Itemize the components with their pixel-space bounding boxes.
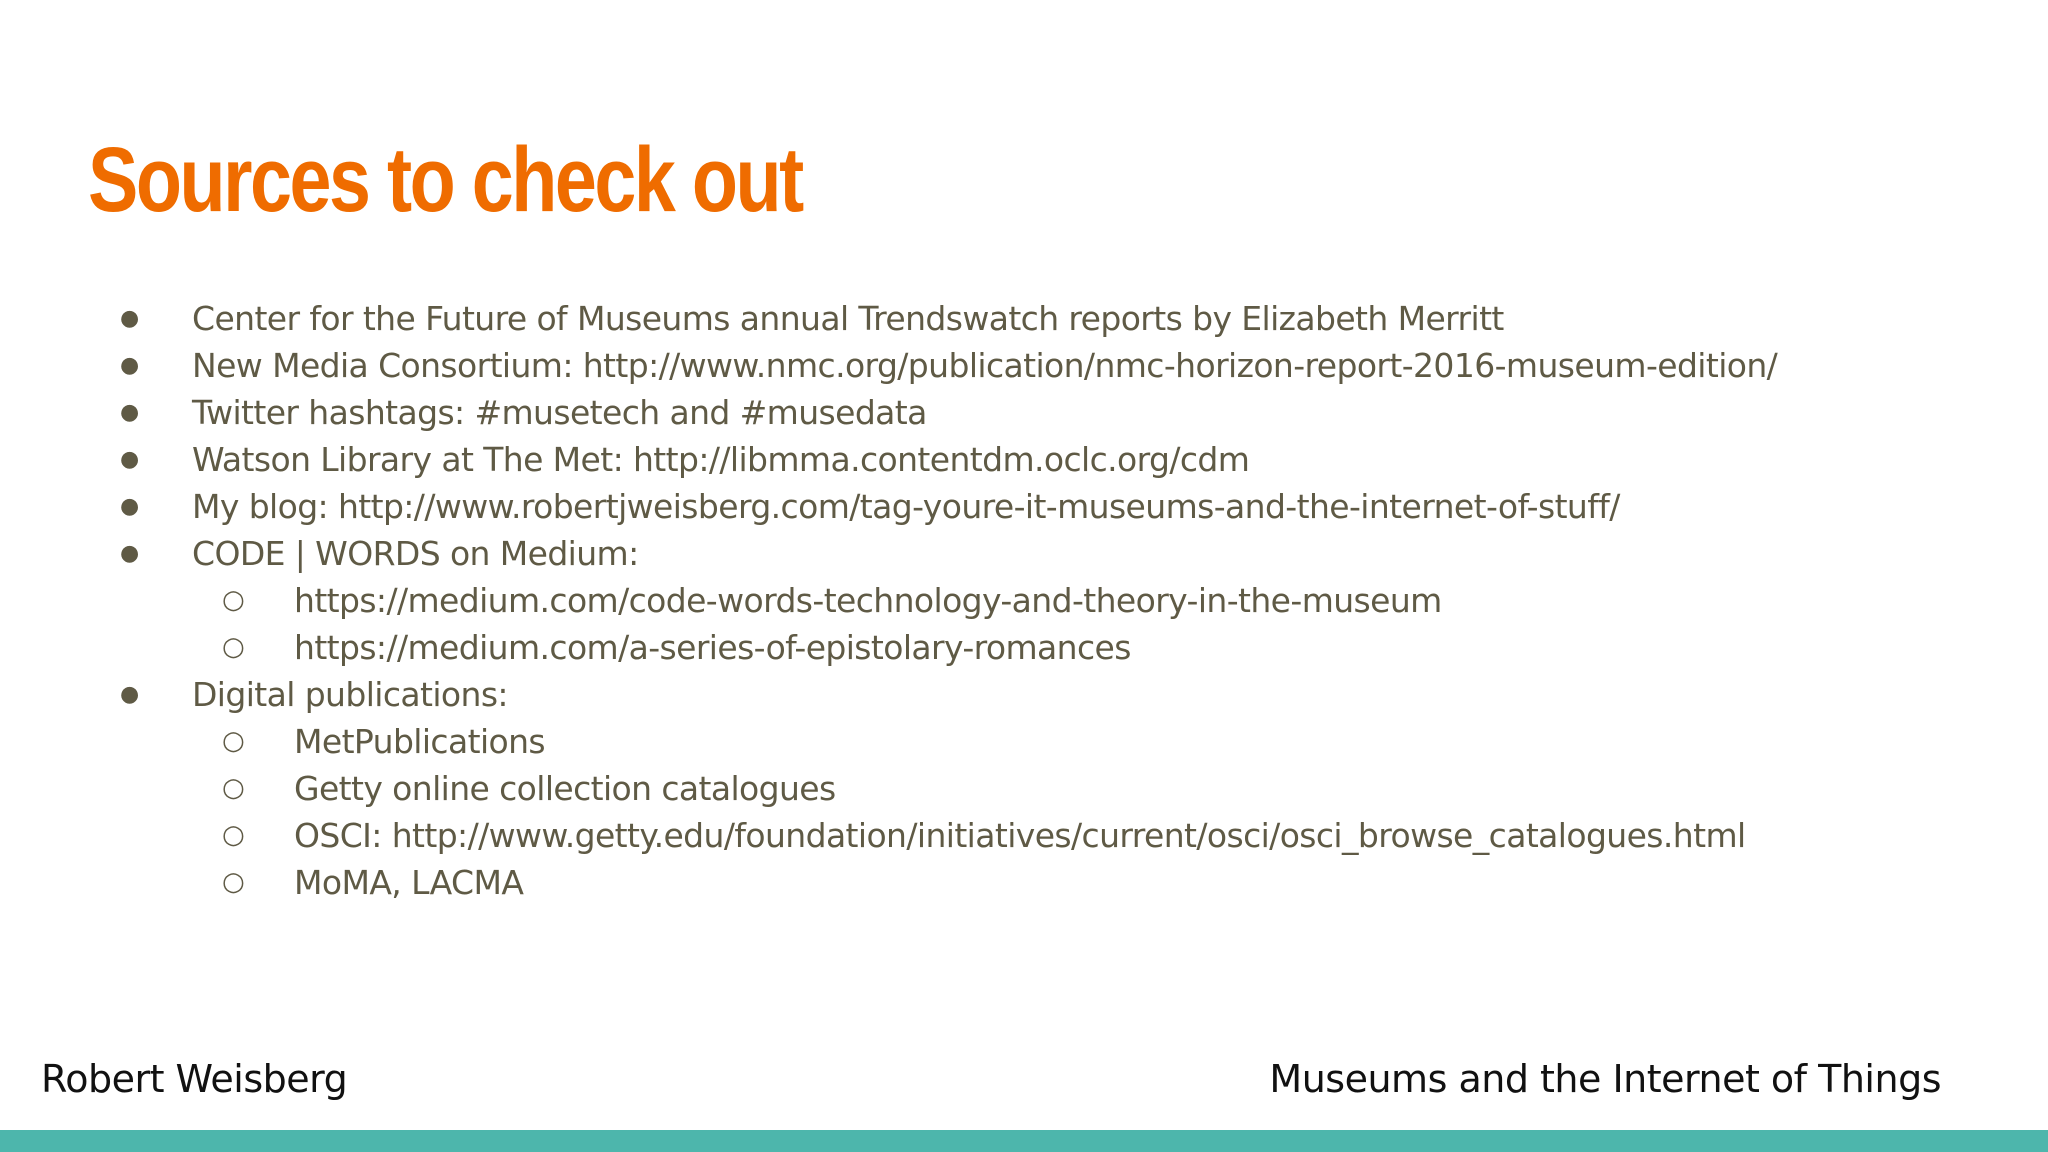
list-item-text: https://medium.com/code-words-technology-and-theory-in-the-museum (294, 581, 1442, 620)
list-item-text: Digital publications: (192, 675, 508, 714)
hollow-bullet-icon: ○ (222, 585, 245, 615)
hollow-bullet-icon: ○ (222, 773, 245, 803)
sub-list-item (0, 859, 2048, 906)
list-item-text: OSCI: http://www.getty.edu/foundation/initiatives/current/osci/osci_browse_catalogues.html (294, 816, 1746, 855)
sub-list-item (0, 812, 2048, 859)
list-item (0, 342, 2048, 389)
list-item-text: https://medium.com/a-series-of-epistolary-romances (294, 628, 1131, 667)
list-item (0, 295, 2048, 342)
list-item-text: Watson Library at The Met: http://libmma.contentdm.oclc.org/cdm (192, 440, 1250, 479)
filled-bullet-icon: ● (120, 306, 140, 331)
list-item-text: Twitter hashtags: #musetech and #musedata (192, 393, 927, 432)
list-item (0, 671, 2048, 718)
sub-list-item (0, 718, 2048, 765)
sub-list-item (0, 577, 2048, 624)
filled-bullet-icon: ● (120, 682, 140, 707)
filled-bullet-icon: ● (120, 447, 140, 472)
list-item-text: Getty online collection catalogues (294, 769, 836, 808)
hollow-bullet-icon: ○ (222, 726, 245, 756)
bottom-accent-bar (0, 1130, 2048, 1152)
slide-title: Sources to check out (88, 129, 802, 231)
hollow-bullet-icon: ○ (222, 820, 245, 850)
filled-bullet-icon: ● (120, 353, 140, 378)
list-item-text: CODE | WORDS on Medium: (192, 534, 639, 573)
list-item (0, 483, 2048, 530)
sub-list-item (0, 765, 2048, 812)
bullet-list (0, 295, 2048, 906)
sub-list-item (0, 624, 2048, 671)
filled-bullet-icon: ● (120, 541, 140, 566)
filled-bullet-icon: ● (120, 400, 140, 425)
footer-author: Robert Weisberg (41, 1057, 348, 1101)
list-item (0, 530, 2048, 577)
list-item-text: My blog: http://www.robertjweisberg.com/tag-youre-it-museums-and-the-internet-of-stuff/ (192, 487, 1620, 526)
list-item-text: New Media Consortium: http://www.nmc.org/publication/nmc-horizon-report-2016-museum-edition/ (192, 346, 1778, 385)
hollow-bullet-icon: ○ (222, 632, 245, 662)
list-item (0, 436, 2048, 483)
list-item (0, 389, 2048, 436)
list-item-text: MetPublications (294, 722, 546, 761)
filled-bullet-icon: ● (120, 494, 140, 519)
footer-talk-title: Museums and the Internet of Things (1269, 1057, 1941, 1101)
list-item-text: MoMA, LACMA (294, 863, 524, 902)
list-item-text: Center for the Future of Museums annual Trendswatch reports by Elizabeth Merritt (192, 299, 1504, 338)
hollow-bullet-icon: ○ (222, 867, 245, 897)
